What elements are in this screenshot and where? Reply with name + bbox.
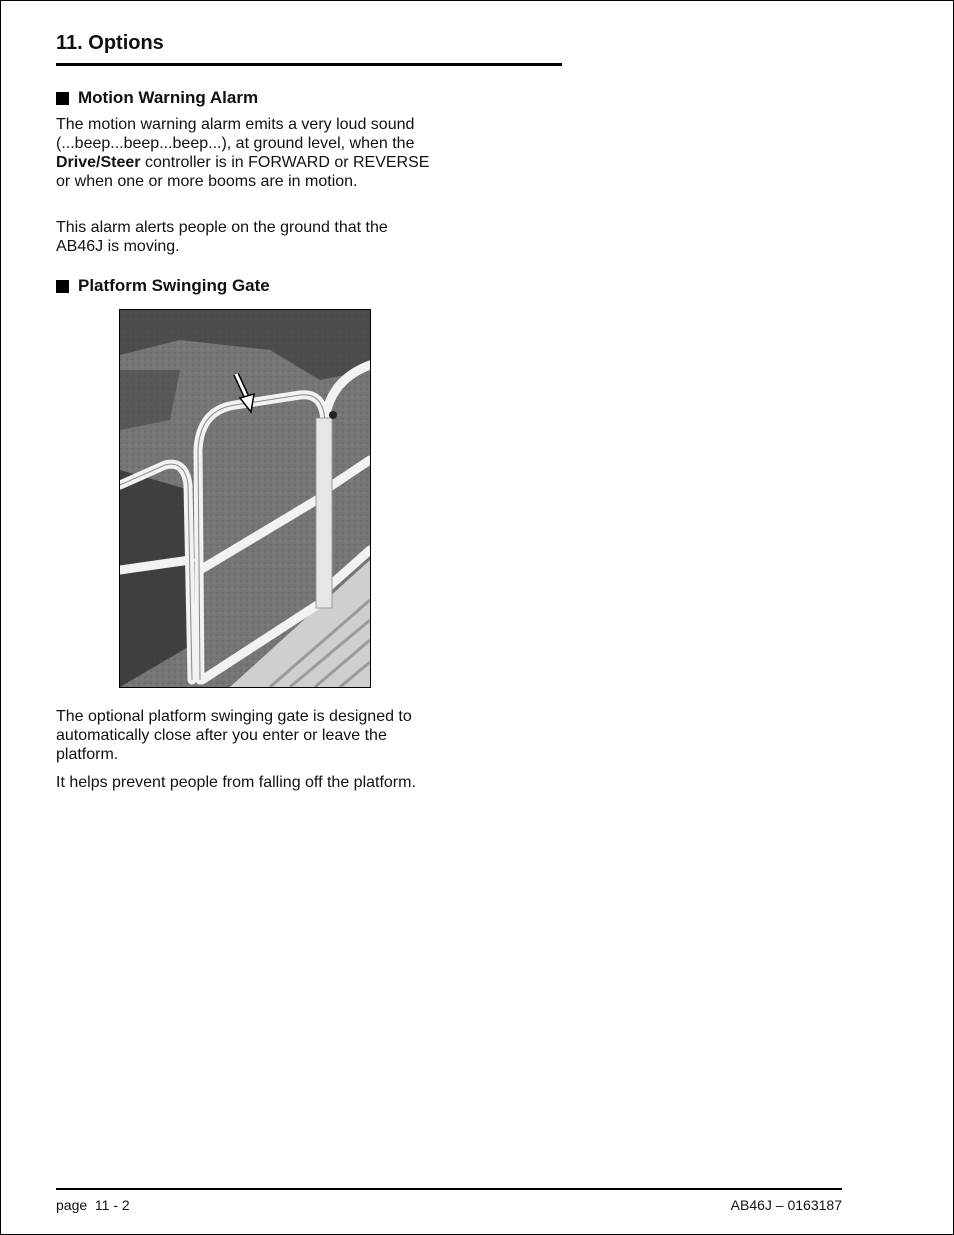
motion-alarm-paragraph-2: This alarm alerts people on the ground that the AB46J is moving. — [56, 219, 388, 255]
section-title: 11. Options — [56, 32, 164, 54]
square-bullet-icon — [56, 280, 69, 293]
swinging-gate-paragraph-2: It helps prevent people from falling off the platform. — [56, 774, 416, 791]
swinging-gate-photo — [119, 309, 371, 688]
bold-term: Drive/Steer — [56, 154, 141, 171]
page-number: page 11 - 2 — [56, 1197, 130, 1213]
swinging-gate-heading-text: Platform Swinging Gate — [78, 276, 270, 295]
document-id: AB46J – 0163187 — [730, 1197, 842, 1213]
text-run: controller is in FORWARD or REVERSE or when one or more booms are in motion. — [56, 154, 430, 190]
title-rule — [56, 63, 562, 66]
footer-rule — [56, 1188, 842, 1190]
square-bullet-icon — [56, 92, 69, 105]
motion-alarm-heading-text: Motion Warning Alarm — [78, 88, 259, 107]
swinging-gate-paragraph-1: The optional platform swinging gate is designed to automatically close after you enter or leave the platform. — [56, 708, 412, 763]
swinging-gate-heading — [56, 276, 270, 296]
motion-alarm-heading — [56, 88, 258, 108]
motion-alarm-paragraph-1 — [56, 115, 436, 191]
text-run: The motion warning alarm emits a very loud sound (...beep...beep...beep...), at ground level, when the — [56, 116, 415, 152]
